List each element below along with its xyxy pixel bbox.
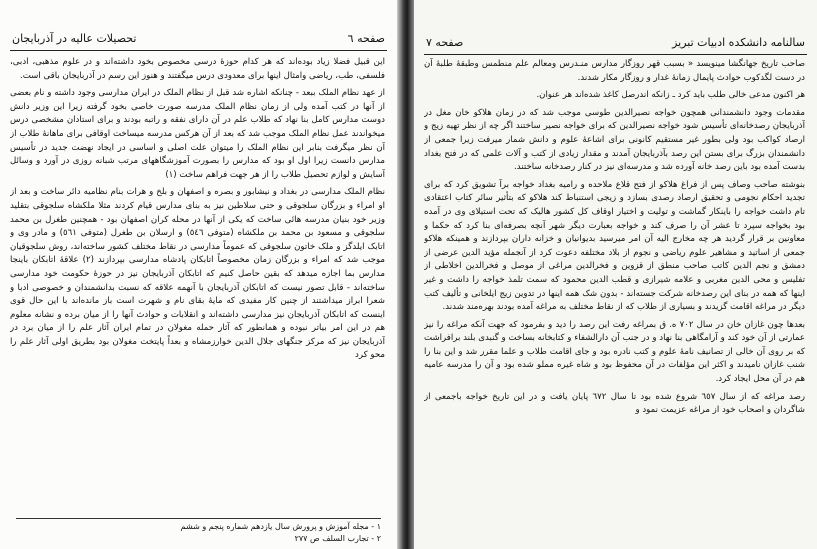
footnote: ٢ - تجارب السلف ص ٢٧٧: [294, 534, 381, 543]
paragraph: رصد مراغه که از سال ٦٥٧ شروع شده بود تا سال ٦٧٢ پایان یافت و در این تاریخ خواجه باجمعی از شاگردان و اصحاب خود از مراغه عزیمت نمود و: [424, 391, 805, 416]
paragraph: صاحب تاریخ جهانگشا مینویسد « بسبب قهر روزگار مدارس منـدرس ومعالم علم منطمس وطبقهٔ طلبهٔ آن در دست لگدکوب حوادث پایمال زمانهٔ غدار و روزگار مکار شدند.: [424, 59, 805, 83]
left-page-header: [10, 32, 387, 51]
paragraph: نظام الملک مدارسی در بغداد و نیشابور و بصره و اصفهان و بلخ و هرات بنام نظامیه دائر ساخت و بعد از او امراء و بزرگان سلجوقی و حتی سلاطین نیز به بنای مدارس قیام کردند مثلا ملکشاه سلجوقی بتقلید وزیر خود بنیان مدرسه هائی ساخت که یکی از آنها در محله کران اصفهان بود - همچنین طغرل بن محمد سلجوقی و مسعود بن محمد بن ملکشاه (متوفی ٥٤٦) و ارسلان بن طغرل (متوفی ٥٦١) و مادر وی و اتابک ایلدگز و ملک خاتون سلجوقی که عموماً مدارسی در نقاط مختلف کشور ساخته‌اند، روش سلجوقیان موجب شد که امراء و بزرگان زمان مخصوصاً اتابکان پادشاه مدارسی بپردازند (٢) علاقهٔ اتابکان باینجا مدارس بما اجازه میدهد که بقین حاصل کنیم که اتابکان آذربایجان نیز در حوزهٔ حکومت خود مدارسی ساخته‌اند - قابل تصور نیست که اتابکان آذربایجان با آنهمه علاقه که نسبت بدانشمندان و خصوصی ادبا و شعرا ابراز میداشتند از چنین کار مفیدی که مایهٔ بقای نام و شهرت است باز مانده‌اند با این حال قوی اینست که اتابکان آذربایجان نیز مدارسی داشته‌اند و انقلابات و حوادث آنها را از میان برده و نشانه معلوم هم در این امر بیاتر نبوده و همانطور که آثار حمله مغولان در تمام ایران آثار علم را از میان برد در آذربایجان نیز که مرکز جنگهای جلال الدین خوارزمشاه و بعداً پایتخت مغولان بود بطریق اولی آثار علم را محو کرد: [10, 187, 385, 361]
right-page-body: [424, 58, 805, 543]
footnote: ١ - مجله آموزش و پرورش سال یازدهم شماره پنجم و ششم: [180, 522, 381, 531]
left-running-title: تحصیلات عالیه در آذربایجان: [12, 32, 137, 45]
paragraph: بنوشته صاحب وصاف پس از فراغ هلاکو از فتح قلاع ملاحده و رامیه بغداد خواجه برآ تشویق کرد که برای تجدید احکام نجومی و تحقیق ارصاد رصدی بسازد و زیجی استنباط کند هلاکو که بتأثیر سائر کتاب اعتقادی تام داشت خواجه را باینکار گماشت و تولیت و اختیار اوقاف کل کشور هالیک که تحت استیلای وی در آمده بود بخواجه سپرد تا عشر آن را صرف کند و خواجه بعبارت دیگر شهر آنچه بصرفه‌ای بنا کرد که حکما و معاونین بر قرار گردید هر چه مخارج الیه آن امر میرسید بدیوانیان و خزانه داران بپردازند و همینکه هلاکو جمعی از اساتید و مشاهیر علوم ریاضی و نجوم از بلاد مختلفه دعوت کرد از آنجمله مؤید الدین عرضی از دمشق و نجم الدین کاتب صاحب منطق از قزوین و فخرالدین مراغی از موصل و فخرالدین اخلاطی از تفلیس و محی الدین مغربی و علامه شیرازی و قطب الدین محمود که سمت تلمذ خواجه را داشت و غیر اینها که همه در بنای این رصدخانه شرکت جسته‌اند - بدون شک همه اینها در تدوین زیج ایلخانی و تألیف کتب دیگر در مراغه اقامت گزیدند و بسیاری از طلاب که از نقاط مختلف به مراغه آمده بودند بهره‌مند شدند.: [424, 179, 805, 313]
left-page: [0, 0, 397, 549]
left-page-body: [10, 56, 385, 513]
paragraph: از عهد نظام الملک ببعد - چنانکه اشاره شد قبل از نظام الملک در ایران مدارسی وجود داشته و نام بعضی از آنها در کتب آمده ولی از زمان نظام الملک مدرسه صورت خاصی بخود گرفته زیرا این وزیر دانش دوست مدارس کامل بنا نهاد که طلاب علم در آن دارای نفقه و راتبه بودند و برای استادان مشخصی درس میخواندند عمل نظام الملک موجب شد که بعد از آن هرکس مدرسه میساخت اوقافی برای ماهانهٔ طلاب از آن نظر میگرفت بنابر این نظام الملک را میتوان علت اصلی و اساسی در ایجاد نهضت جدید در تأسیس مدارس دانست زیرا اول او بود که مدارس را بصورت آموزشگاههای مرتب شبانه روزی در آورد و وسائل آسایش و لوازم تحصیل طلاب را از هر جهت فراهم ساخت (١): [10, 88, 385, 180]
right-page-number: صفحه ٧: [426, 36, 464, 49]
paragraph: هر اکنون مدعی خالی طلب باید کرد ـ زانکه اندرصل کاغذ شده‌اند هر عنوان.: [536, 90, 805, 101]
right-page: [414, 0, 817, 549]
paragraph: این قبیل فضلا زیاد بوده‌اند که هر کدام حوزهٔ درسی مخصوص بخود داشته‌اند و در علوم مذهبی، ادبی، فلسفی، طب، ریاضی وامثال اینها برای معدودی درس میگفتند و هنوز این رسم در آذربایجان باقی است.: [10, 57, 385, 81]
paragraph: مقدمات وجود دانشمندانی همچون خواجه نصیرالدین طوسی موجب شد که در زمان هلاکو خان مغل در آذربایجان رصدخانه‌ای تأسیس شود خواجه نصیرالدین که برای خواجه نصیر ساختند اگر چه از نظر تهیه زیج و ارصاد کواکب بود ولی بطور غیر مستقیم کانونی برای اشاعهٔ علوم و دانش شمار میرفت زیرا جمعی از دانشمندان بزرگ برای بستن این رصد بآذربایجان آمدند و مقدار زیادی از کتب و آلات علمی که در فتح بغداد بدست آمده بود باین رصد خانه آورده شد و مدرسه‌ای نیز در کنار رصدخانه ساختند.: [424, 107, 805, 173]
book-gutter: [397, 0, 414, 549]
left-page-number: صفحه ٦: [347, 32, 385, 45]
left-footnotes: [16, 518, 381, 545]
right-page-header: [424, 36, 807, 55]
paragraph: بعدها چون غازان خان در سال ٧٠٢ ه. ق بمراغه رفت این رصد را دید و بفرمود که جهت آنکه مراغه را نیز عمارتی از آن خود کند و آرامگاهی بنا نهاد و در جنب آن دارالشفاء و کتابخانه بساخت و گنبدی بلند برافراشت که بر روی آن خالی از تصانیف نامهٔ علوم و کتب نادره بود و جای اقامت طلاب و علما مقرر شد و این بنا را شنب غازان نامیدند و اکثر این مؤلفات در آن محفوظ بود و شاه غیره مملو شده بود و آن را مدرسه عامیه هم در آن محل ایجاد کرد.: [424, 319, 805, 385]
right-running-title: سالنامه دانشکده ادبیات تبریز: [672, 36, 805, 49]
